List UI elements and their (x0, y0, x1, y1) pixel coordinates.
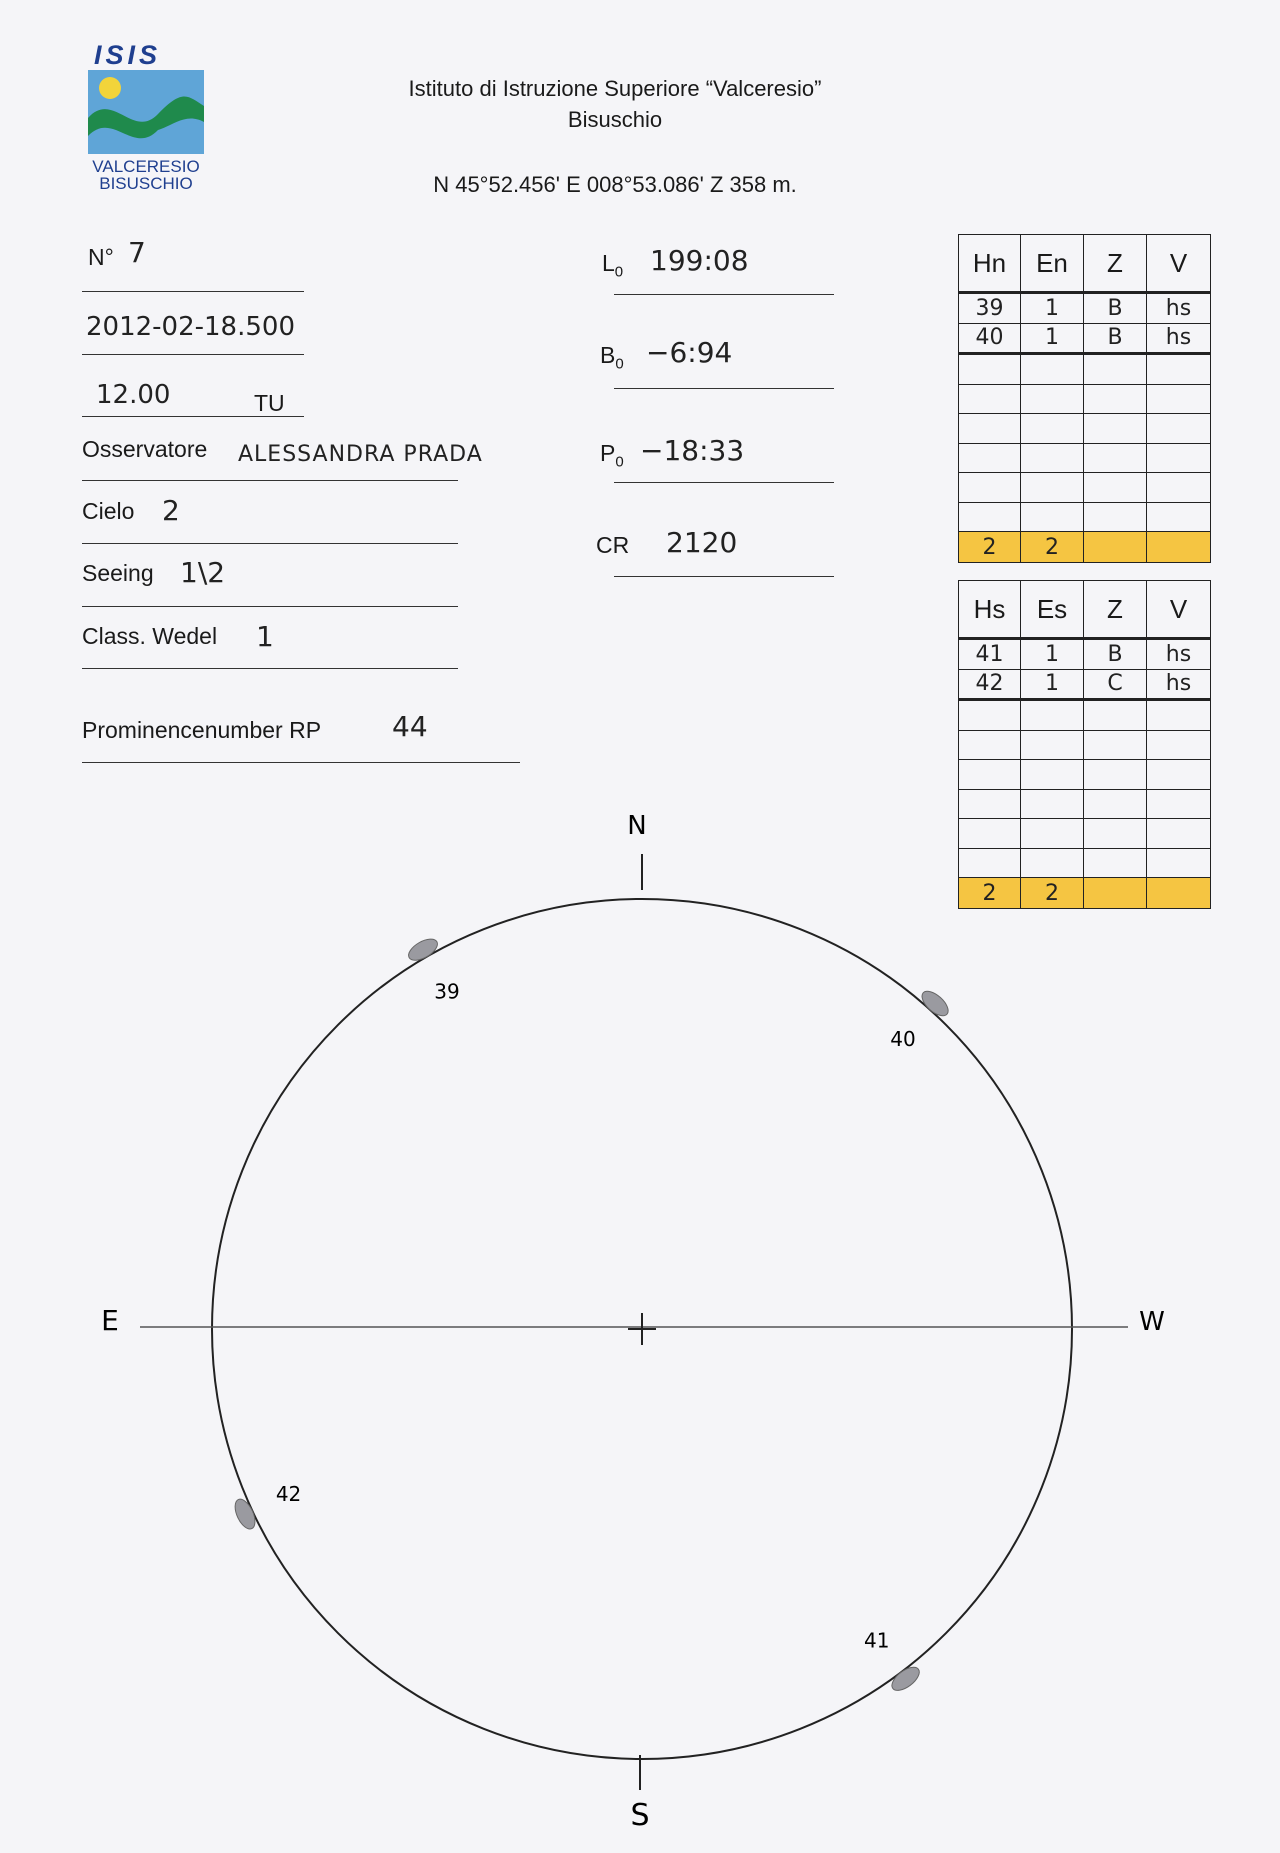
station-coordinates: N 45°52.456' E 008°53.086' Z 358 m. (433, 172, 797, 197)
north-totals-row (959, 532, 1211, 563)
cell (959, 730, 1021, 760)
observer-value: ALESSANDRA PRADA (238, 442, 483, 467)
cell: hs (1147, 323, 1211, 354)
cell (1021, 384, 1084, 414)
west-label: W (1139, 1307, 1165, 1337)
sky-value: 2 (162, 494, 180, 527)
wedel-label: Class. Wedel (82, 623, 218, 649)
north-table-header (959, 235, 1211, 293)
p0-rule (614, 482, 834, 483)
south-header-cell: Hs (959, 581, 1021, 639)
time-rule (82, 416, 304, 417)
logo-line2: BISUSCHIO (99, 174, 193, 193)
institute-town: Bisuschio (567, 107, 663, 132)
l0-label: $L_0$ (602, 250, 624, 281)
total-cell: 2 (959, 532, 1021, 563)
north-prominence-table (958, 234, 1211, 563)
cell (1084, 502, 1147, 532)
prominence-layer (231, 935, 952, 1695)
institute-name: Istituto di Istruzione Superiore “Valceresio” (408, 76, 822, 101)
slashed-cell (1084, 532, 1147, 563)
cell (1147, 443, 1211, 473)
time-unit: TU (254, 390, 285, 416)
cell (1021, 473, 1084, 503)
prominence-42-label: 42 (275, 1481, 302, 1506)
cell (1021, 700, 1084, 731)
cell (1084, 443, 1147, 473)
cell: C (1084, 669, 1147, 700)
seeing-label: Seeing (82, 560, 154, 586)
cell (1084, 414, 1147, 444)
l0-value: 199:08 (650, 244, 749, 277)
observer-label: Osservatore (82, 436, 208, 462)
table-row (959, 354, 1211, 385)
b0-rule (614, 388, 834, 389)
observer-rule (82, 480, 458, 481)
total-cell: 2 (1021, 878, 1084, 909)
cell (1021, 414, 1084, 444)
number-value: 7 (128, 236, 146, 269)
cell (1084, 473, 1147, 503)
cell (1084, 730, 1147, 760)
cell: 1 (1021, 323, 1084, 354)
north-header-cell: V (1147, 235, 1211, 293)
cr-rule (614, 576, 834, 577)
cell: 42 (959, 669, 1021, 700)
cell (1147, 414, 1211, 444)
cell (959, 414, 1021, 444)
cell: hs (1147, 669, 1211, 700)
cell (1147, 384, 1211, 414)
table-row (959, 502, 1211, 532)
cell: B (1084, 293, 1147, 324)
cell (1021, 443, 1084, 473)
total-cell: 2 (959, 878, 1021, 909)
table-row (959, 669, 1211, 700)
cell (1021, 730, 1084, 760)
b0-label: $B_0$ (600, 342, 624, 373)
south-header-cell: V (1147, 581, 1211, 639)
table-row (959, 730, 1211, 760)
cell (1021, 354, 1084, 385)
cell (959, 384, 1021, 414)
north-header-cell: En (1021, 235, 1084, 293)
table-row (959, 293, 1211, 324)
cell: 40 (959, 323, 1021, 354)
total-cell: 2 (1021, 532, 1084, 563)
prominence-39-label: 39 (434, 979, 460, 1004)
prominence-41-label: 41 (863, 1628, 890, 1653)
table-row (959, 700, 1211, 731)
l0-rule (614, 294, 834, 295)
cell (959, 443, 1021, 473)
table-row (959, 384, 1211, 414)
cell (959, 700, 1021, 731)
date-rule (82, 354, 304, 355)
prominence-40-label: 40 (890, 1027, 916, 1052)
cell: 1 (1021, 669, 1084, 700)
prominence-label: Prominencenumber RP (82, 717, 322, 743)
table-row (959, 473, 1211, 503)
cell (1147, 354, 1211, 385)
cell (1147, 700, 1211, 731)
p0-value: −18:33 (640, 434, 745, 467)
cell (1147, 502, 1211, 532)
sky-label: Cielo (82, 498, 135, 524)
south-header-cell: Z (1084, 581, 1147, 639)
prominence-value: 44 (392, 710, 428, 743)
table-row (959, 414, 1211, 444)
logo-icon (88, 70, 204, 154)
south-table-header (959, 581, 1211, 639)
date-value: 2012-02-18.500 (86, 312, 295, 342)
north-header-cell: Hn (959, 235, 1021, 293)
table-row (959, 639, 1211, 670)
cell (1084, 384, 1147, 414)
solar-disk-drawing (0, 780, 1280, 1853)
cell: hs (1147, 639, 1211, 670)
cell: hs (1147, 293, 1211, 324)
east-label: E (101, 1304, 119, 1337)
seeing-value: 1\2 (180, 556, 226, 589)
cell: 1 (1021, 639, 1084, 670)
north-label: N (627, 811, 647, 841)
cr-label: CR (596, 532, 630, 558)
prominence-rule (82, 762, 520, 763)
cell (959, 354, 1021, 385)
cell (959, 502, 1021, 532)
cell (1147, 473, 1211, 503)
table-row (959, 443, 1211, 473)
sky-rule (82, 543, 458, 544)
wedel-rule (82, 668, 458, 669)
number-label: N° (88, 244, 114, 270)
wedel-value: 1 (256, 620, 274, 653)
number-rule (82, 291, 304, 292)
south-label: S (630, 1798, 650, 1833)
seeing-rule (82, 606, 458, 607)
prominence-39-mark (405, 935, 441, 965)
cell (959, 473, 1021, 503)
cell (1021, 502, 1084, 532)
cell (1147, 730, 1211, 760)
cr-value: 2120 (666, 526, 738, 559)
time-value: 12.00 (96, 380, 171, 410)
cell: B (1084, 323, 1147, 354)
slashed-cell (1147, 532, 1211, 563)
cell (1084, 700, 1147, 731)
cell (1084, 354, 1147, 385)
north-header-cell: Z (1084, 235, 1147, 293)
cell: B (1084, 639, 1147, 670)
p0-label: $P_0$ (600, 440, 624, 471)
cell: 1 (1021, 293, 1084, 324)
logo-acronym: ISIS (94, 40, 162, 70)
cell: 41 (959, 639, 1021, 670)
logo-line1: VALCERESIO (92, 157, 200, 176)
south-header-cell: Es (1021, 581, 1084, 639)
b0-value: −6:94 (646, 336, 733, 369)
cell: 39 (959, 293, 1021, 324)
table-row (959, 323, 1211, 354)
